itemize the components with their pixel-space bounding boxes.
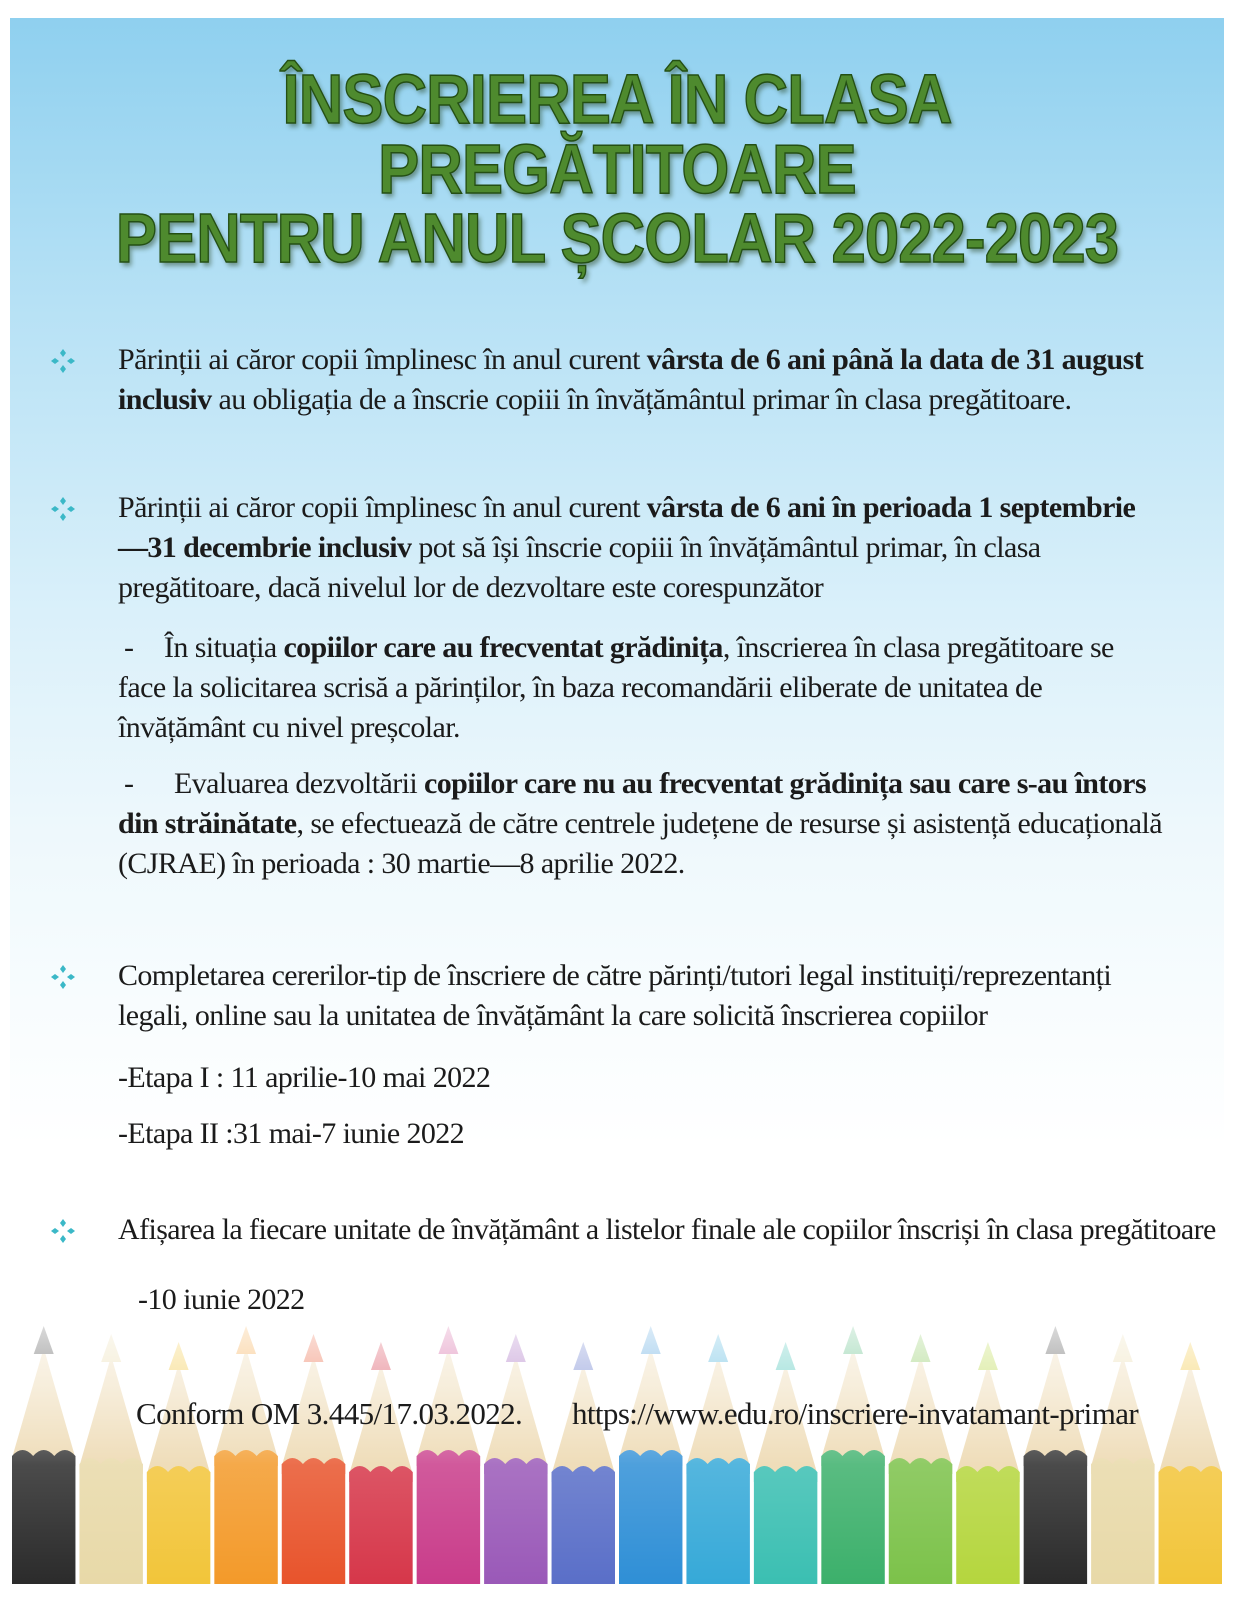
- reference-url[interactable]: https://www.edu.ro/inscriere-invatamant-primar: [572, 1396, 1139, 1431]
- etapa-1: -Etapa I : 11 aprilie-10 mai 2022: [118, 1061, 491, 1094]
- legal-reference: Conform OM 3.445/17.03.2022.: [136, 1396, 523, 1431]
- four-diamond-bullet-icon: [50, 496, 76, 522]
- four-diamond-bullet-icon: [50, 964, 76, 990]
- etapa-2: -Etapa II :31 mai-7 iunie 2022: [118, 1117, 465, 1150]
- four-diamond-bullet-icon: [50, 1218, 76, 1244]
- section-4-date: -10 iunie 2022: [138, 1283, 305, 1316]
- title-line-2: PENTRU ANUL ȘCOLAR 2022-2023: [115, 199, 1119, 277]
- poster: [10, 18, 1224, 1584]
- title-line-1: ÎNSCRIEREA ÎN CLASA PREGĂTITOARE: [282, 60, 952, 208]
- section-3-text: Completarea cererilor-tip de înscriere de către părinți/tutori legal instituiți/reprezentanți legali, online sau la unitatea de învățământ la care solicită înscrierea copiilor: [118, 959, 1112, 1032]
- colored-pencils-illustration: [10, 1286, 1224, 1584]
- section-2-text: Părinții ai căror copii împlinesc în anul curent vârsta de 6 ani în perioada 1 septembrie—31 decembrie inclusiv pot să își înscrie copiii în învățământul primar, în clasa pregătitoare, dacă nivelul lor de dezvoltare este corespunzător: [118, 491, 1136, 604]
- section-2-sub-2: - Evaluarea dezvoltării copiilor care nu au frecventat grădinița sau care s-au întors din străinătate, se efectuează de către centrele județene de resurse și asistență educațională (CJRAE) în perioada : 30 martie—8 aprilie 2022.: [118, 767, 1162, 880]
- four-diamond-bullet-icon: [50, 348, 76, 374]
- section-4-text: Afișarea la fiecare unitate de învățământ a listelor finale ale copiilor înscriși în clasa pregătitoare: [118, 1213, 1216, 1246]
- section-2-sub-1: - În situația copiilor care au frecventat grădinița, înscrierea în clasa pregătitoare se face la solicitarea scrisă a părinților, în baza recomandării eliberate de unitatea de învățământ cu nivel preșcolar.: [118, 631, 1114, 744]
- section-1-text: Părinții ai căror copii împlinesc în anul curent vârsta de 6 ani până la data de 31 august inclusiv au obligația de a înscrie copiii în învățământul primar în clasa pregătitoare.: [118, 343, 1144, 416]
